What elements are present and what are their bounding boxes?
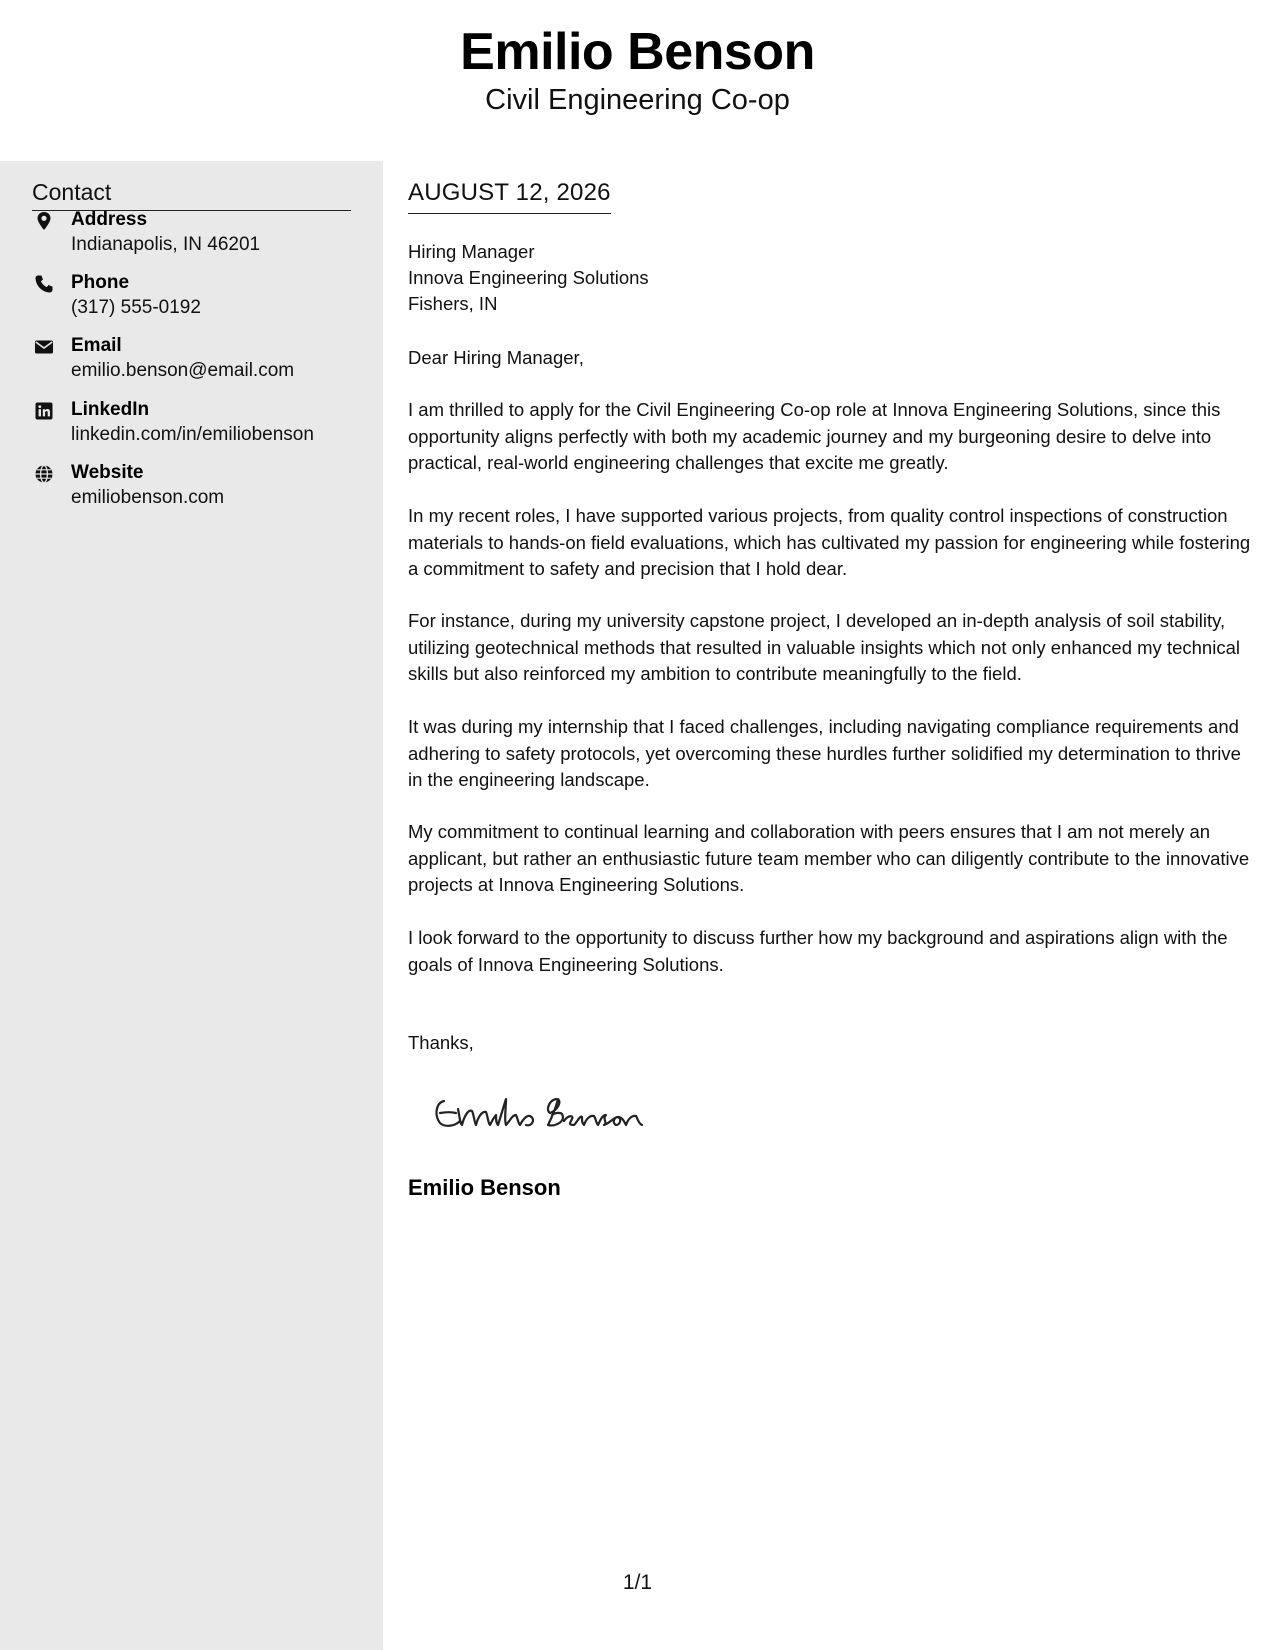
contact-heading: Contact [32, 179, 351, 211]
letter-paragraph: For instance, during my university capstone project, I developed an in-depth analysis of soil stability, utilizing geotechnical methods that resulted in valuable insights which not only enhanced my technical skills but also reinforced my ambition to contribute meaningfully to the field. [408, 610, 1240, 684]
contact-label: Website [71, 462, 144, 483]
contact-item-address [32, 209, 362, 265]
letter-body [408, 161, 1253, 1650]
closing: Thanks, [408, 1032, 474, 1053]
signer-name: Emilio Benson [408, 1175, 561, 1200]
recipient-block [408, 239, 649, 317]
contact-value: Indianapolis, IN 46201 [71, 234, 261, 255]
applicant-name: Emilio Benson [460, 23, 815, 81]
linkedin-icon [34, 401, 54, 421]
recipient-line: Hiring Manager [408, 241, 535, 262]
phone-icon [34, 274, 54, 294]
letter-paragraph: In my recent roles, I have supported various projects, from quality control inspections of construction materials to hands-on field evaluations, which has cultivated my passion for engineering while fostering a commitment to safety and precision that I hold dear. [408, 505, 1251, 579]
contact-sidebar [0, 161, 383, 1650]
map-pin-icon [34, 211, 54, 231]
recipient-line: Fishers, IN [408, 293, 498, 314]
contact-item-website [32, 462, 362, 518]
contact-label: Email [71, 335, 122, 356]
contact-item-email [32, 335, 362, 391]
contact-label: Address [71, 209, 148, 230]
contact-label: Phone [71, 272, 130, 293]
contact-value: emiliobenson.com [71, 487, 225, 508]
contact-value: linkedin.com/in/emiliobenson [71, 424, 314, 445]
contact-item-linkedin [32, 399, 362, 455]
letter-paragraph: My commitment to continual learning and collaboration with peers ensures that I am not merely an applicant, but rather an enthusiastic future team member who can diligently contribute to the innovative projects at Innova Engineering Solutions. [408, 821, 1250, 895]
letter-paragraph: It was during my internship that I faced challenges, including navigating compliance requirements and adhering to safety protocols, yet overcoming these hurdles further solidified my determination to thrive in the engineering landscape. [408, 716, 1241, 790]
envelope-icon [34, 337, 54, 357]
page-number: 1/1 [622, 1571, 653, 1594]
contact-value: (317) 555-0192 [71, 297, 201, 318]
letter-paragraph: I am thrilled to apply for the Civil Engineering Co-op role at Innova Engineering Solutions, since this opportunity aligns perfectly with both my academic journey and my burgeoning desire to delve into practical, real-world engineering challenges that excite me greatly. [408, 399, 1221, 473]
contact-item-phone [32, 272, 362, 328]
recipient-line: Innova Engineering Solutions [408, 267, 649, 288]
salutation: Dear Hiring Manager, [408, 347, 584, 368]
letter-paragraph: I look forward to the opportunity to discuss further how my background and aspirations align with the goals of Innova Engineering Solutions. [408, 927, 1228, 975]
applicant-role: Civil Engineering Co-op [485, 84, 790, 116]
contact-value: emilio.benson@email.com [71, 360, 295, 381]
letter-date: AUGUST 12, 2026 [408, 179, 611, 214]
contact-label: LinkedIn [71, 399, 150, 420]
letter-header [0, 0, 1275, 161]
handwritten-signature [430, 1081, 670, 1141]
globe-icon [34, 464, 54, 484]
